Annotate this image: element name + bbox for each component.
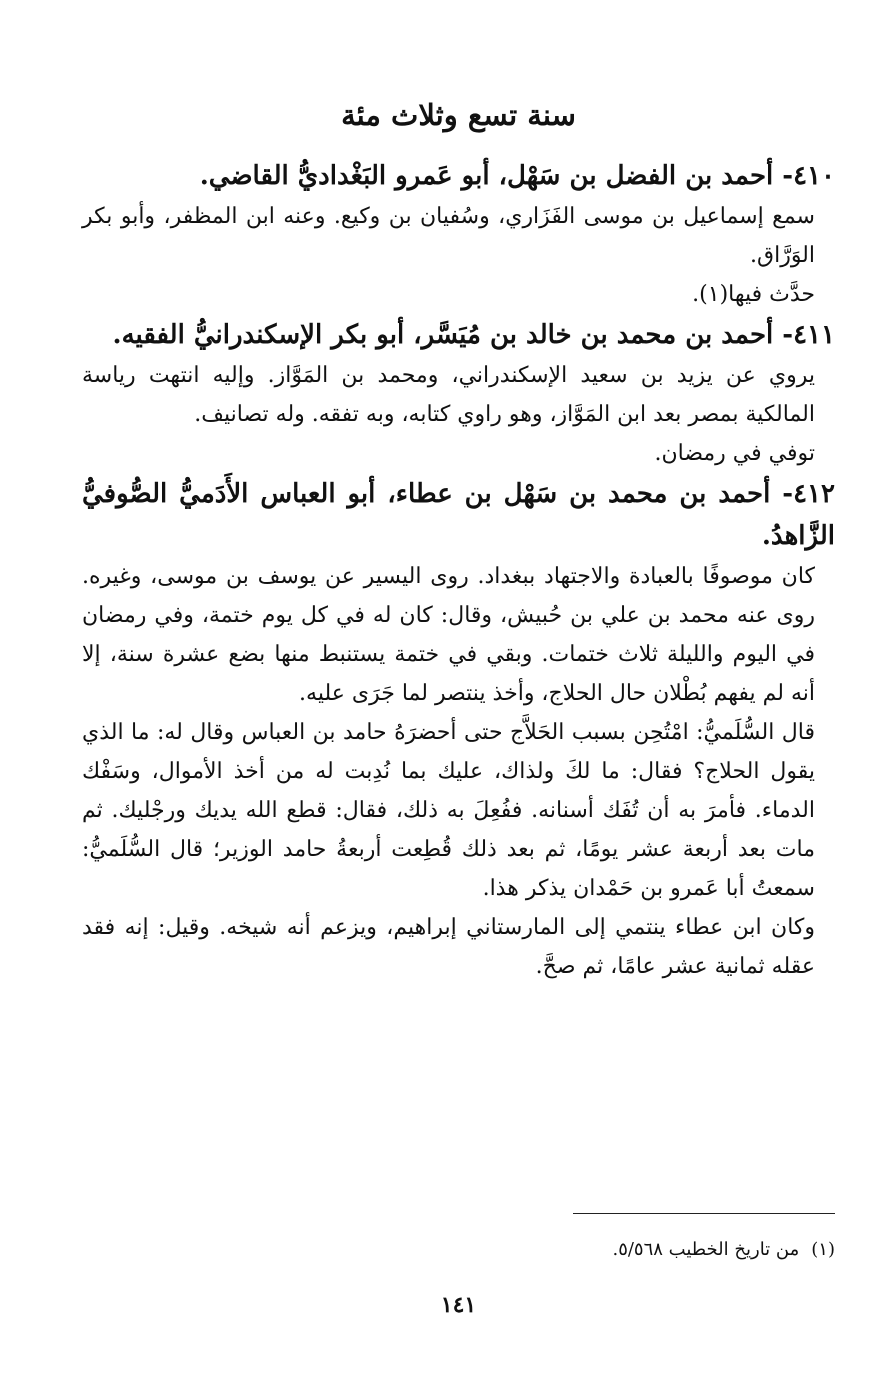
entry-412-paragraph-1: كان موصوفًا بالعبادة والاجتهاد ببغداد. روى اليسير عن يوسف بن موسى، وغيره. روى عنه محمد بن علي بن حُبيش، وقال: كان له في كل يوم ختمة، وفي رمضان في اليوم والليلة ثلاث ختمات. وبقي في ختمة يستنبط منها بضع عشرة سنة، إلا أنه لم يفهم بُطْلان حال الحلاج، وأخذ ينتصر لما جَرَى عليه.	[82, 563, 815, 706]
footnote-divider	[573, 1213, 835, 1214]
entry-410-paragraph-1: سمع إسماعيل بن موسى الفَزَاري، وسُفيان بن وكيع. وعنه ابن المظفر، وأبو بكر الوَرَّاق.	[82, 203, 815, 268]
footnote-marker: (١)	[811, 1239, 835, 1260]
entry-412-paragraph-2: قال السُّلَميُّ: امْتُحِن بسبب الحَلاَّج حتى أحضرَهُ حامد بن العباس وقال له: ما الذي يقول الحلاج؟ فقال: ما لكَ ولذاك، عليك بما نُدِبت له من أخذ الأموال، وسَفْك الدماء. فأمرَ به أن تُفَك أسنانه. ففُعِلَ به ذلك، فقال: قطع الله يديك ورجْليك. ثم مات بعد أربعة عشر يومًا، ثم بعد ذلك قُطِعت أربعةُ حامد الوزير؛ قال السُّلَميُّ: سمعتُ أبا عَمرو بن حَمْدان يذكر هذا.	[82, 719, 815, 901]
footnote-text: من تاريخ الخطيب ٥/٥٦٨.	[612, 1239, 800, 1260]
entry-412-heading: ٤١٢- أحمد بن محمد بن سَهْل بن عطاء، أبو العباس الأَدَميُّ الصُّوفيُّ الزَّاهدُ.	[82, 478, 835, 551]
entry-410-heading: ٤١٠- أحمد بن الفضل بن سَهْل، أبو عَمرو البَغْداديُّ القاضي.	[199, 160, 835, 191]
entry-411-paragraph-1: يروي عن يزيد بن سعيد الإسكندراني، ومحمد بن المَوَّاز. وإليه انتهت رياسة المالكية بمصر بعد ابن المَوَّاز، وهو راوي كتابه، وبه تفقه. وله تصانيف.	[82, 362, 815, 427]
entry-410-paragraph-2: حدَّث فيها(١).	[692, 281, 815, 307]
page-number: ١٤١	[440, 1292, 477, 1318]
footnote	[612, 1238, 835, 1262]
book-page	[82, 80, 835, 1340]
entry-411-heading: ٤١١- أحمد بن محمد بن خالد بن مُيَسَّر، أبو بكر الإسكندرانيُّ الفقيه.	[112, 319, 835, 350]
page-title: سنة تسع وثلاث مئة	[341, 98, 576, 132]
entry-411-paragraph-2: توفي في رمضان.	[654, 440, 815, 466]
entry-412-paragraph-3: وكان ابن عطاء ينتمي إلى المارستاني إبراهيم، ويزعم أنه شيخه. وقيل: إنه فقد عقله ثمانية عشر عامًا، ثم صحَّ.	[82, 914, 815, 979]
